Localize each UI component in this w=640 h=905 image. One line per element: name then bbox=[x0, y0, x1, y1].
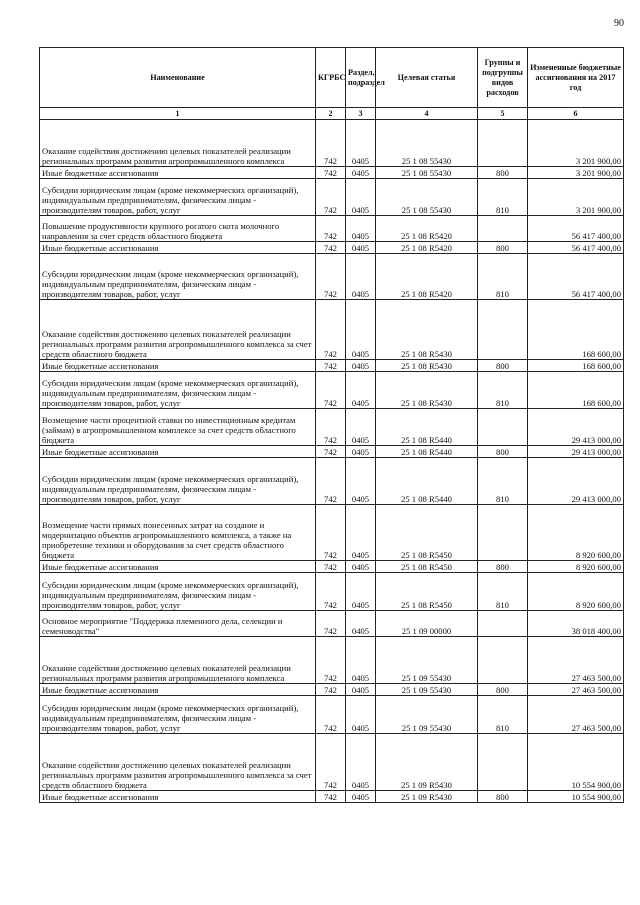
cell-target: 25 1 08 R5430 bbox=[376, 300, 478, 360]
cell-name: Оказание содействия достижению целевых показателей реализации региональных программ развития агропромышленного комплекса bbox=[40, 120, 316, 167]
table-header-row bbox=[40, 48, 624, 108]
cell-group: 800 bbox=[478, 360, 528, 372]
cell-amount: 27 463 500,00 bbox=[528, 684, 624, 696]
table-row bbox=[40, 216, 624, 242]
cell-group: 810 bbox=[478, 179, 528, 216]
cell-amount: 56 417 400,00 bbox=[528, 254, 624, 300]
cell-group: 800 bbox=[478, 561, 528, 573]
cell-target: 25 1 08 R5450 bbox=[376, 573, 478, 611]
column-number: 5 bbox=[478, 108, 528, 120]
cell-amount: 38 018 400,00 bbox=[528, 611, 624, 637]
cell-amount: 10 554 900,00 bbox=[528, 734, 624, 791]
table-row bbox=[40, 637, 624, 684]
cell-group: 800 bbox=[478, 167, 528, 179]
cell-name: Иные бюджетные ассигнования bbox=[40, 446, 316, 458]
cell-target: 25 1 08 R5450 bbox=[376, 505, 478, 561]
cell-kgrbs: 742 bbox=[316, 242, 346, 254]
cell-section: 0405 bbox=[346, 573, 376, 611]
cell-section: 0405 bbox=[346, 734, 376, 791]
table-row bbox=[40, 611, 624, 637]
cell-target: 25 1 08 R5440 bbox=[376, 409, 478, 446]
cell-group: 800 bbox=[478, 684, 528, 696]
cell-amount: 29 413 000,00 bbox=[528, 446, 624, 458]
cell-amount: 8 920 600,00 bbox=[528, 505, 624, 561]
cell-kgrbs: 742 bbox=[316, 120, 346, 167]
cell-name: Основное мероприятие "Поддержка племенного дела, селекции и семеноводства" bbox=[40, 611, 316, 637]
cell-name: Субсидии юридическим лицам (кроме некоммерческих организаций), индивидуальным предпринимателям, физическим лицам - производителям товаров, работ, услуг bbox=[40, 372, 316, 409]
cell-section: 0405 bbox=[346, 611, 376, 637]
cell-amount: 27 463 500,00 bbox=[528, 637, 624, 684]
cell-target: 25 1 09 R5430 bbox=[376, 734, 478, 791]
cell-kgrbs: 742 bbox=[316, 372, 346, 409]
cell-group bbox=[478, 505, 528, 561]
cell-target: 25 1 09 00000 bbox=[376, 611, 478, 637]
column-number: 4 bbox=[376, 108, 478, 120]
cell-section: 0405 bbox=[346, 179, 376, 216]
cell-kgrbs: 742 bbox=[316, 734, 346, 791]
table-row bbox=[40, 505, 624, 561]
cell-kgrbs: 742 bbox=[316, 573, 346, 611]
cell-group bbox=[478, 611, 528, 637]
column-number: 6 bbox=[528, 108, 624, 120]
cell-name: Иные бюджетные ассигнования bbox=[40, 360, 316, 372]
table-row bbox=[40, 458, 624, 505]
cell-name: Иные бюджетные ассигнования bbox=[40, 561, 316, 573]
cell-target: 25 1 08 R5430 bbox=[376, 360, 478, 372]
cell-kgrbs: 742 bbox=[316, 446, 346, 458]
table-row bbox=[40, 573, 624, 611]
header-target: Целевая статья bbox=[376, 48, 478, 108]
column-number: 2 bbox=[316, 108, 346, 120]
cell-amount: 56 417 400,00 bbox=[528, 216, 624, 242]
cell-name: Оказание содействия достижению целевых показателей реализации региональных программ развития агропромышленного комплекса за счет средств областного бюджета bbox=[40, 300, 316, 360]
cell-name: Повышение продуктивности крупного рогатого скота молочного направления за счет средств областного бюджета bbox=[40, 216, 316, 242]
cell-kgrbs: 742 bbox=[316, 684, 346, 696]
cell-group: 800 bbox=[478, 791, 528, 803]
cell-name: Оказание содействия достижению целевых показателей реализации региональных программ развития агропромышленного комплекса за счет средств областного бюджета bbox=[40, 734, 316, 791]
cell-kgrbs: 742 bbox=[316, 696, 346, 734]
cell-section: 0405 bbox=[346, 791, 376, 803]
cell-group bbox=[478, 637, 528, 684]
cell-target: 25 1 08 55430 bbox=[376, 120, 478, 167]
cell-target: 25 1 08 R5420 bbox=[376, 254, 478, 300]
cell-section: 0405 bbox=[346, 409, 376, 446]
cell-section: 0405 bbox=[346, 300, 376, 360]
cell-target: 25 1 08 R5430 bbox=[376, 372, 478, 409]
cell-name: Иные бюджетные ассигнования bbox=[40, 242, 316, 254]
cell-amount: 29 413 000,00 bbox=[528, 458, 624, 505]
table-row bbox=[40, 120, 624, 167]
cell-amount: 168 600,00 bbox=[528, 300, 624, 360]
cell-amount: 168 600,00 bbox=[528, 372, 624, 409]
cell-name: Субсидии юридическим лицам (кроме некоммерческих организаций), индивидуальным предпринимателям, физическим лицам - производителям товаров, работ, услуг bbox=[40, 458, 316, 505]
cell-target: 25 1 09 R5430 bbox=[376, 791, 478, 803]
cell-target: 25 1 08 55430 bbox=[376, 179, 478, 216]
cell-target: 25 1 08 R5440 bbox=[376, 458, 478, 505]
cell-name: Субсидии юридическим лицам (кроме некоммерческих организаций), индивидуальным предпринимателям, физическим лицам - производителям товаров, работ, услуг bbox=[40, 696, 316, 734]
budget-table bbox=[39, 47, 624, 803]
table-row bbox=[40, 791, 624, 803]
cell-group: 800 bbox=[478, 446, 528, 458]
cell-target: 25 1 09 55430 bbox=[376, 684, 478, 696]
table-row bbox=[40, 696, 624, 734]
cell-section: 0405 bbox=[346, 637, 376, 684]
table-row bbox=[40, 254, 624, 300]
cell-kgrbs: 742 bbox=[316, 179, 346, 216]
cell-name: Оказание содействия достижению целевых показателей реализации региональных программ развития агропромышленного комплекса bbox=[40, 637, 316, 684]
cell-section: 0405 bbox=[346, 446, 376, 458]
cell-section: 0405 bbox=[346, 372, 376, 409]
cell-section: 0405 bbox=[346, 561, 376, 573]
cell-group bbox=[478, 120, 528, 167]
cell-amount: 168 600,00 bbox=[528, 360, 624, 372]
cell-kgrbs: 742 bbox=[316, 505, 346, 561]
cell-target: 25 1 08 R5420 bbox=[376, 216, 478, 242]
cell-group: 800 bbox=[478, 242, 528, 254]
cell-section: 0405 bbox=[346, 167, 376, 179]
cell-target: 25 1 09 55430 bbox=[376, 696, 478, 734]
header-kgrbs: КГРБС bbox=[316, 48, 346, 108]
cell-section: 0405 bbox=[346, 684, 376, 696]
cell-group bbox=[478, 734, 528, 791]
cell-group: 810 bbox=[478, 573, 528, 611]
column-number: 1 bbox=[40, 108, 316, 120]
cell-section: 0405 bbox=[346, 360, 376, 372]
cell-kgrbs: 742 bbox=[316, 791, 346, 803]
cell-kgrbs: 742 bbox=[316, 254, 346, 300]
header-amount: Измененные бюджетные ассигнования на 2017 год bbox=[528, 48, 624, 108]
cell-amount: 8 920 600,00 bbox=[528, 573, 624, 611]
header-groups: Группы и подгруппы видов расходов bbox=[478, 48, 528, 108]
table-row bbox=[40, 372, 624, 409]
cell-kgrbs: 742 bbox=[316, 611, 346, 637]
table-row bbox=[40, 300, 624, 360]
table-row bbox=[40, 179, 624, 216]
cell-group bbox=[478, 300, 528, 360]
cell-kgrbs: 742 bbox=[316, 637, 346, 684]
cell-target: 25 1 09 55430 bbox=[376, 637, 478, 684]
cell-group bbox=[478, 409, 528, 446]
cell-section: 0405 bbox=[346, 458, 376, 505]
cell-name: Субсидии юридическим лицам (кроме некоммерческих организаций), индивидуальным предпринимателям, физическим лицам - производителям товаров, работ, услуг bbox=[40, 573, 316, 611]
column-number-row bbox=[40, 108, 624, 120]
cell-name: Иные бюджетные ассигнования bbox=[40, 791, 316, 803]
cell-name: Возмещение части процентной ставки по инвестиционным кредитам (займам) в агропромышленном комплексе за счет средств областного бюджета bbox=[40, 409, 316, 446]
cell-section: 0405 bbox=[346, 242, 376, 254]
cell-name: Возмещение части прямых понесенных затрат на создание и модернизацию объектов агропромышленного комплекса, а также на приобретение техники и оборудования за счет средств областного бюджета bbox=[40, 505, 316, 561]
cell-name: Иные бюджетные ассигнования bbox=[40, 684, 316, 696]
cell-amount: 8 920 600,00 bbox=[528, 561, 624, 573]
table-row bbox=[40, 409, 624, 446]
cell-target: 25 1 08 R5420 bbox=[376, 242, 478, 254]
cell-group: 810 bbox=[478, 458, 528, 505]
cell-kgrbs: 742 bbox=[316, 216, 346, 242]
header-name: Наименование bbox=[40, 48, 316, 108]
cell-amount: 56 417 400,00 bbox=[528, 242, 624, 254]
cell-kgrbs: 742 bbox=[316, 360, 346, 372]
cell-name: Иные бюджетные ассигнования bbox=[40, 167, 316, 179]
cell-kgrbs: 742 bbox=[316, 167, 346, 179]
cell-kgrbs: 742 bbox=[316, 409, 346, 446]
cell-target: 25 1 08 R5440 bbox=[376, 446, 478, 458]
cell-amount: 3 201 900,00 bbox=[528, 167, 624, 179]
cell-name: Субсидии юридическим лицам (кроме некоммерческих организаций), индивидуальным предпринимателям, физическим лицам - производителям товаров, работ, услуг bbox=[40, 254, 316, 300]
cell-target: 25 1 08 55430 bbox=[376, 167, 478, 179]
cell-section: 0405 bbox=[346, 254, 376, 300]
column-number: 3 bbox=[346, 108, 376, 120]
cell-group: 810 bbox=[478, 254, 528, 300]
cell-amount: 3 201 900,00 bbox=[528, 179, 624, 216]
cell-amount: 29 413 000,00 bbox=[528, 409, 624, 446]
cell-group: 810 bbox=[478, 696, 528, 734]
cell-section: 0405 bbox=[346, 216, 376, 242]
cell-amount: 3 201 900,00 bbox=[528, 120, 624, 167]
page-number: 90 bbox=[614, 18, 624, 29]
cell-amount: 10 554 900,00 bbox=[528, 791, 624, 803]
table-row bbox=[40, 684, 624, 696]
cell-group bbox=[478, 216, 528, 242]
cell-kgrbs: 742 bbox=[316, 458, 346, 505]
cell-group: 810 bbox=[478, 372, 528, 409]
table-row bbox=[40, 242, 624, 254]
cell-name: Субсидии юридическим лицам (кроме некоммерческих организаций), индивидуальным предпринимателям, физическим лицам - производителям товаров, работ, услуг bbox=[40, 179, 316, 216]
cell-amount: 27 463 500,00 bbox=[528, 696, 624, 734]
table-row bbox=[40, 734, 624, 791]
table-row bbox=[40, 561, 624, 573]
cell-section: 0405 bbox=[346, 505, 376, 561]
header-section: Раздел, подраздел bbox=[346, 48, 376, 108]
cell-target: 25 1 08 R5450 bbox=[376, 561, 478, 573]
cell-section: 0405 bbox=[346, 120, 376, 167]
table-row bbox=[40, 360, 624, 372]
table-row bbox=[40, 446, 624, 458]
cell-kgrbs: 742 bbox=[316, 300, 346, 360]
cell-kgrbs: 742 bbox=[316, 561, 346, 573]
table-row bbox=[40, 167, 624, 179]
cell-section: 0405 bbox=[346, 696, 376, 734]
